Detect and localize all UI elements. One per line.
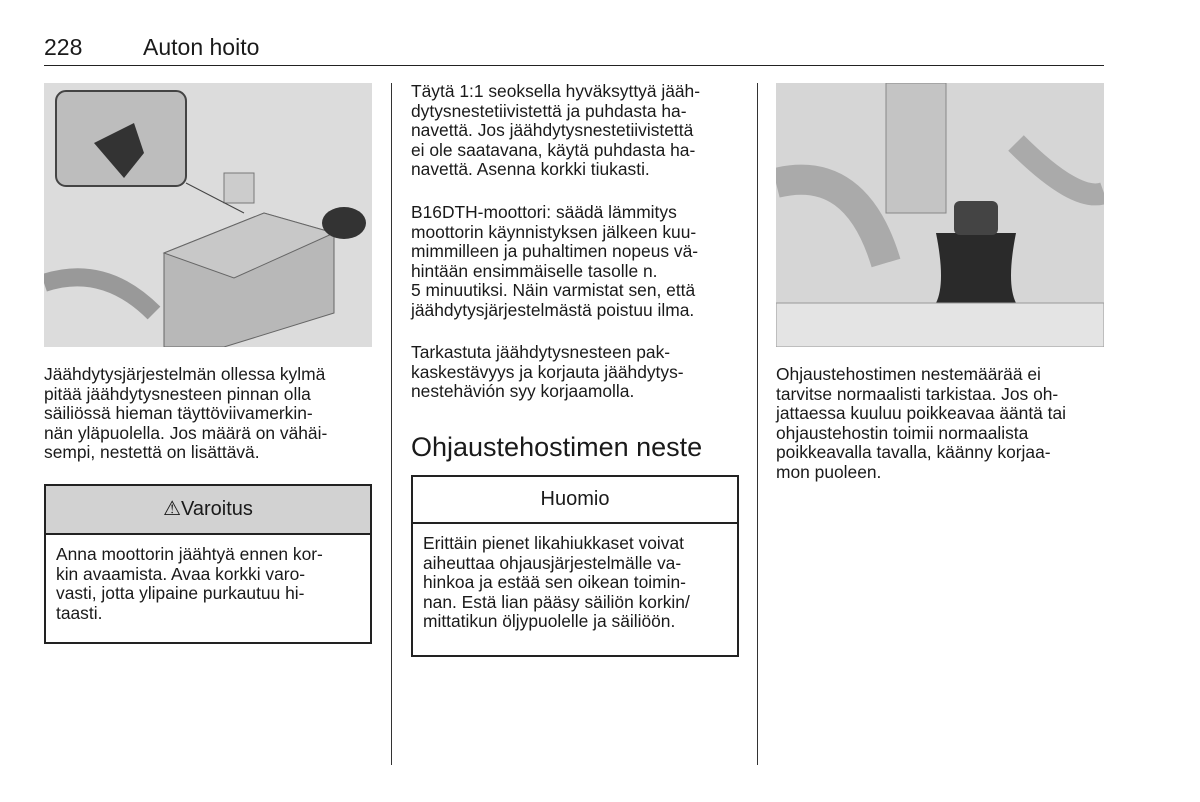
text-line: navettä. Jos jäähdytysnestetiivistettä: [411, 120, 694, 141]
text-line: jattaessa kuuluu poikkeavaa ääntä tai: [776, 403, 1067, 424]
warning-box: [44, 484, 372, 644]
text-line: hinkoa ja estää sen oikean toimin-: [423, 572, 686, 593]
text-line: mimmilleen ja puhaltimen nopeus vä-: [411, 241, 699, 262]
coolant-reservoir-illustration: [44, 83, 372, 347]
warning-title: Varoitus: [181, 498, 253, 520]
text-line: säiliössä hieman täyttöviivamerkin-: [44, 403, 313, 424]
coolant-level-paragraph: [44, 365, 327, 463]
header-rule: [44, 65, 1104, 66]
text-line: mittatikun öljypuolelle ja säiliöön.: [423, 611, 676, 632]
text-line: Anna moottorin jäähtyä ennen kor-: [56, 544, 323, 564]
text-line: nän yläpuolella. Jos määrä on vähäi-: [44, 422, 328, 443]
text-line: Ohjaustehostimen nestemäärää ei: [776, 364, 1041, 384]
text-line: moottorin käynnistyksen jälkeen kuu-: [411, 221, 697, 242]
section-heading: Ohjaustehostimen neste: [411, 432, 703, 462]
fill-instructions-paragraph: [411, 82, 700, 180]
text-line: Tarkastuta jäähdytysnesteen pak-: [411, 342, 671, 362]
text-line: aiheuttaa ohjausjärjestelmälle va-: [423, 552, 682, 573]
text-line: Jäähdytysjärjestelmän ollessa kylmä: [44, 364, 326, 384]
text-line: 5 minuutiksi. Näin varmistat sen, että: [411, 280, 696, 301]
text-line: hintään ensimmäiselle tasolle n.: [411, 260, 658, 281]
text-line: vasti, jotta ylipaine purkautuu hi-: [56, 583, 305, 604]
text-line: taasti.: [56, 602, 103, 623]
power-steering-reservoir-illustration: [776, 83, 1104, 347]
text-line: B16DTH-moottori: säädä lämmitys: [411, 202, 677, 222]
text-line: kin avaamista. Avaa korkki varo-: [56, 563, 306, 584]
text-line: dytysnestetiivistettä ja puhdasta ha-: [411, 100, 687, 121]
text-line: sempi, nestettä on lisättävä.: [44, 442, 260, 463]
text-line: poikkeavalla tavalla, käänny korjaa-: [776, 442, 1051, 463]
section-title: Auton hoito: [143, 34, 260, 60]
text-line: nan. Estä lian pääsy säiliön korkin/: [423, 591, 690, 612]
text-line: Erittäin pienet likahiukkaset voivat: [423, 533, 684, 553]
b16dth-paragraph: [411, 203, 698, 321]
warning-header: [46, 486, 370, 535]
text-line: ei ole saatavana, käytä puhdasta ha-: [411, 139, 696, 160]
power-steering-paragraph: [776, 365, 1066, 483]
text-line: kaskestävyys ja korjauta jäähdytys-: [411, 361, 684, 382]
notice-title: Huomio: [413, 477, 737, 524]
warning-triangle-icon: ⚠: [163, 498, 182, 520]
notice-text: [423, 534, 747, 632]
text-line: nestehävión syy korjaamolla.: [411, 381, 635, 402]
notice-box: [411, 475, 739, 657]
page-number: 228: [44, 34, 83, 60]
text-line: Täytä 1:1 seoksella hyväksyttyä jääh-: [411, 81, 701, 101]
text-line: pitää jäähdytysnesteen pinnan olla: [44, 383, 311, 404]
leak-check-paragraph: [411, 343, 684, 402]
text-line: tarvitse normaalisti tarkistaa. Jos oh-: [776, 383, 1059, 404]
column-divider: [757, 83, 758, 765]
warning-text: [56, 545, 380, 623]
text-line: ohjaustehostin toimii normaalista: [776, 422, 1029, 443]
text-line: navettä. Asenna korkki tiukasti.: [411, 159, 650, 180]
text-line: mon puoleen.: [776, 461, 882, 482]
text-line: jäähdytysjärjestelmästä poistuu ilma.: [411, 299, 695, 320]
column-divider: [391, 83, 392, 765]
